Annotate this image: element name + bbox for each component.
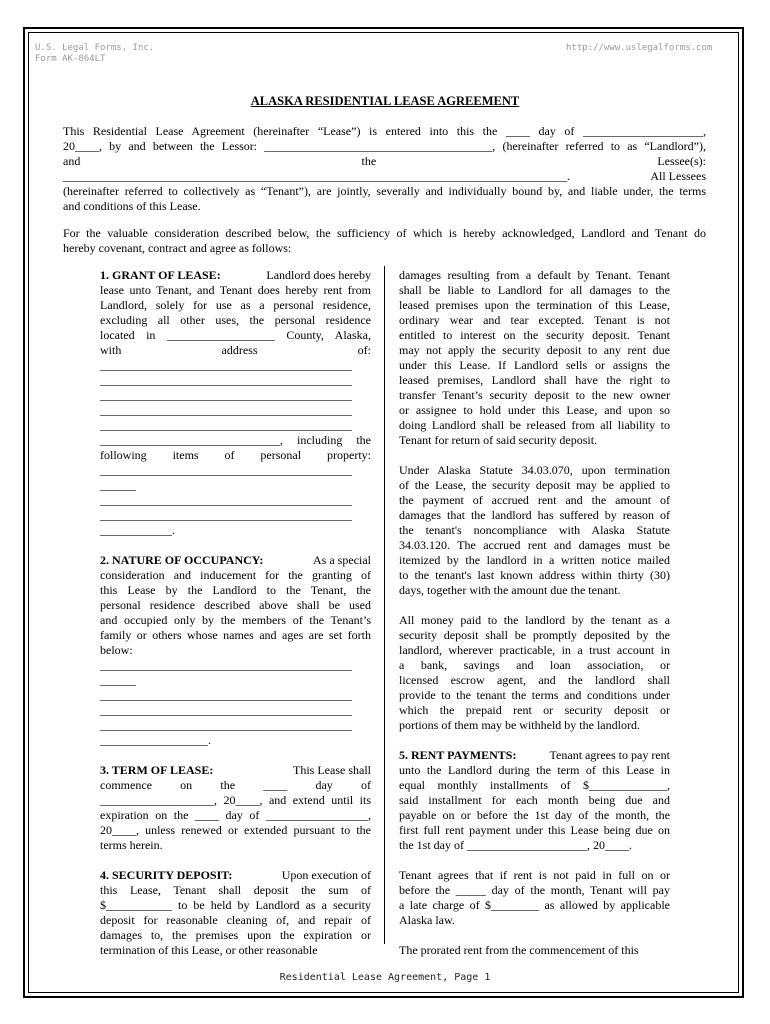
intro-and: and bbox=[63, 154, 81, 168]
column-divider bbox=[384, 266, 385, 944]
text-line: Alaska law. bbox=[399, 913, 455, 927]
text-line: first full rent payment under this Lease being due on bbox=[399, 823, 670, 837]
consideration-line-2: hereby covenant, contract and agree as follows: bbox=[63, 241, 292, 255]
prorated-rent-paragraph bbox=[399, 943, 670, 958]
text-line: Landlord, solely for use as a personal residence, bbox=[100, 298, 371, 312]
text-line: __________________________________________ bbox=[100, 463, 352, 477]
section-3-term-of-lease bbox=[100, 763, 371, 853]
alaska-statute-paragraph bbox=[399, 463, 670, 598]
text-line: ______ bbox=[100, 478, 136, 492]
text-line: equal monthly installments of $_____________, bbox=[399, 778, 670, 792]
text-line: provide to the tenant the terms and conditions under bbox=[399, 688, 670, 702]
text-line: payable on or before the 1st day of the month, the bbox=[399, 808, 670, 822]
text-line: 34.03.120. The accrued rent and damages must be bbox=[399, 538, 670, 552]
text-line: unto the Landlord during the term of this Lease in bbox=[399, 763, 670, 777]
text-line: __________________________________________ bbox=[100, 703, 352, 717]
text-line: All money paid to the landlord by the tenant as a bbox=[399, 613, 670, 627]
text-line: lease unto Tenant, and Tenant does hereby rent from bbox=[100, 283, 371, 297]
text-line: leased premises, Landlord shall have the right to bbox=[399, 373, 670, 387]
section-heading-text: Upon execution of bbox=[281, 868, 371, 882]
intro-line-1: This Residential Lease Agreement (hereinafter “Lease”) is entered into this the ____ day of ____________________, bbox=[63, 124, 706, 138]
text-line: may not apply the security deposit to any rent due bbox=[399, 343, 670, 357]
section-heading-text: Landlord does hereby bbox=[266, 268, 371, 282]
right-column bbox=[399, 268, 670, 958]
text-line: damages resulting from a default by Tenant. Tenant bbox=[399, 268, 670, 282]
text-line: under this Lease. If Landlord sells or assigns the bbox=[399, 358, 670, 372]
document-title: ALASKA RESIDENTIAL LEASE AGREEMENT bbox=[250, 94, 520, 108]
text-line: ____________. bbox=[100, 523, 175, 537]
text-line: security deposit shall be promptly deposited by the bbox=[399, 628, 670, 642]
text-line: $___________ to be held by Landlord as a security bbox=[100, 898, 371, 912]
section-heading: 4. SECURITY DEPOSIT: bbox=[100, 868, 233, 882]
text-line: __________________________________________ bbox=[100, 493, 352, 507]
text-line: __________________________________________ bbox=[100, 718, 352, 732]
text-line: __________________________________________ bbox=[100, 418, 352, 432]
text-line: the 1st day of ____________________, 20____. bbox=[399, 838, 632, 852]
text-line: itemized by the landlord in a written notice mailed bbox=[399, 553, 670, 567]
section-heading: 5. RENT PAYMENTS: bbox=[399, 748, 517, 762]
text-line: licensed escrow agent, and the landlord shall bbox=[399, 673, 670, 687]
section-1-grant-of-lease bbox=[100, 268, 371, 538]
text-line: expiration on the ____ day of _________________, bbox=[100, 808, 371, 822]
text-line: damages that the landlord has suffered by reason of bbox=[399, 508, 670, 522]
text-line: __________________________________________ bbox=[100, 658, 352, 672]
header-url: http://www.uslegalforms.com bbox=[566, 43, 713, 53]
intro-lessees-label: Lessee(s): bbox=[657, 154, 706, 168]
intro-paragraph bbox=[63, 124, 706, 214]
text-line: this Lease, Tenant shall deposit the sum of bbox=[100, 883, 371, 897]
text-line: following items of personal property: bbox=[100, 448, 371, 462]
trust-account-paragraph bbox=[399, 613, 670, 733]
text-line: leased premises upon the termination of this Lease, bbox=[399, 298, 670, 312]
page-footer: Residential Lease Agreement, Page 1 bbox=[279, 972, 491, 983]
intro-line-3 bbox=[63, 154, 706, 169]
intro-all-lessees: All Lessees bbox=[650, 169, 706, 183]
text-line: days, together with the amount due the tenant. bbox=[399, 583, 621, 597]
text-line bbox=[100, 763, 371, 778]
text-line: __________________________________________ bbox=[100, 403, 352, 417]
section-heading-text: As a special bbox=[313, 553, 371, 567]
section-heading: 3. TERM OF LEASE: bbox=[100, 763, 214, 777]
text-line: ______ bbox=[100, 673, 136, 687]
text-line: entitled to interest on the security deposit. Tenant bbox=[399, 328, 670, 342]
text-line: __________________________________________ bbox=[100, 688, 352, 702]
section-2-nature-of-occupancy bbox=[100, 553, 371, 748]
section-heading: 1. GRANT OF LEASE: bbox=[100, 268, 221, 282]
text-line: commence on the ____ day of bbox=[100, 778, 371, 792]
text-line: below: bbox=[100, 643, 133, 657]
text-line: __________________________________________ bbox=[100, 358, 352, 372]
text-line: Under Alaska Statute 34.03.070, upon termination bbox=[399, 463, 670, 477]
text-line: the payment of accrued rent and the amount of bbox=[399, 493, 670, 507]
text-line: family or others whose names and ages are set forth bbox=[100, 628, 371, 642]
late-charge-paragraph bbox=[399, 868, 670, 928]
text-line: of the Lease, the security deposit may be applied to bbox=[399, 478, 670, 492]
text-line: the tenant's noncompliance with Alaska Statute bbox=[399, 523, 670, 537]
text-line: 20____, unless renewed or extended pursuant to the bbox=[100, 823, 371, 837]
header-form-id: Form AK-864LT bbox=[35, 54, 106, 64]
text-line: before the _____ day of the month, Tenant will pay bbox=[399, 883, 670, 897]
intro-line-5: (hereinafter referred to collectively as “Tenant”), are jointly, severally and individually bound by, and liable under, the terms bbox=[63, 184, 706, 198]
text-line: deposit for reasonable cleaning of, and repair of bbox=[100, 913, 371, 927]
text-line: and occupied only by the members of the Tenant’s bbox=[100, 613, 371, 627]
text-line: landlord, wherever practicable, in a trust account in bbox=[399, 643, 670, 657]
consideration-line-1: For the valuable consideration described below, the sufficiency of which is hereby acknowledged, Landlord and Tenant do bbox=[63, 226, 706, 240]
text-line: __________________________________________ bbox=[100, 373, 352, 387]
consideration-paragraph bbox=[63, 226, 706, 256]
intro-line-2: 20____, by and between the Lessor: ______________________________________, (hereinafter referred to as “Landlord”), bbox=[63, 139, 706, 153]
text-line: with address of: bbox=[100, 343, 371, 357]
text-line: which the prepaid rent or security deposit or bbox=[399, 703, 670, 717]
text-line: consideration and inducement for the granting of bbox=[100, 568, 371, 582]
text-line: a bank, savings and loan association, or bbox=[399, 658, 670, 672]
intro-lessee-blank: ____________________________________________________________________________________. bbox=[63, 169, 570, 183]
text-line: located in __________________ County, Alaska, bbox=[100, 328, 371, 342]
text-line: __________________________________________ bbox=[100, 388, 352, 402]
text-line: ______________________________, including the bbox=[100, 433, 371, 447]
text-line: ___________________, 20____, and extend until its bbox=[100, 793, 371, 807]
intro-the: the bbox=[361, 154, 377, 168]
text-line: excluding all other uses, the personal residence bbox=[100, 313, 371, 327]
text-line: Tenant agrees that if rent is not paid in full on or bbox=[399, 868, 670, 882]
section-4-security-deposit bbox=[100, 868, 371, 958]
text-line: personal residence described above shall be used bbox=[100, 598, 371, 612]
text-line: portions of them may be withheld by the landlord. bbox=[399, 718, 640, 732]
header-company: U.S. Legal Forms, Inc. bbox=[35, 43, 155, 53]
text-line: a late charge of $________ as allowed by applicable bbox=[399, 898, 670, 912]
text-line: termination of this Lease, or other reasonable bbox=[100, 943, 318, 957]
text-line: transfer Tenant’s security deposit to the new owner bbox=[399, 388, 670, 402]
intro-line-4 bbox=[63, 169, 706, 184]
text-line: terms herein. bbox=[100, 838, 163, 852]
text-line: damages to, the premises upon the expiration or bbox=[100, 928, 371, 942]
section-5-rent-payments bbox=[399, 748, 670, 853]
security-deposit-continued bbox=[399, 268, 670, 448]
text-line: __________________________________________ bbox=[100, 508, 352, 522]
intro-line-6: and conditions of this Lease. bbox=[63, 199, 201, 213]
text-line bbox=[100, 268, 371, 283]
section-heading: 2. NATURE OF OCCUPANCY: bbox=[100, 553, 264, 567]
text-line: this Lease by the Landlord to the Tenant, the bbox=[100, 583, 371, 597]
text-line: shall be liable to Landlord for all damages to the bbox=[399, 283, 670, 297]
text-line bbox=[399, 748, 670, 763]
section-heading-text: This Lease shall bbox=[293, 763, 371, 777]
text-line: __________________. bbox=[100, 733, 211, 747]
text-line: to the tenant's last known address within thirty (30) bbox=[399, 568, 670, 582]
text-line: Tenant for return of said security deposit. bbox=[399, 433, 598, 447]
text-line bbox=[100, 553, 371, 568]
left-column bbox=[100, 268, 371, 958]
text-line: ordinary wear and tear excepted. Tenant is not bbox=[399, 313, 670, 327]
text-line: The prorated rent from the commencement of this bbox=[399, 943, 639, 957]
text-line: said installment for each month being due and bbox=[399, 793, 670, 807]
text-line: or assignee to hold under this Lease, and upon so bbox=[399, 403, 670, 417]
text-line bbox=[100, 868, 371, 883]
text-line: doing Landlord shall be released from all liability to bbox=[399, 418, 670, 432]
section-heading-text: Tenant agrees to pay rent bbox=[549, 748, 670, 762]
